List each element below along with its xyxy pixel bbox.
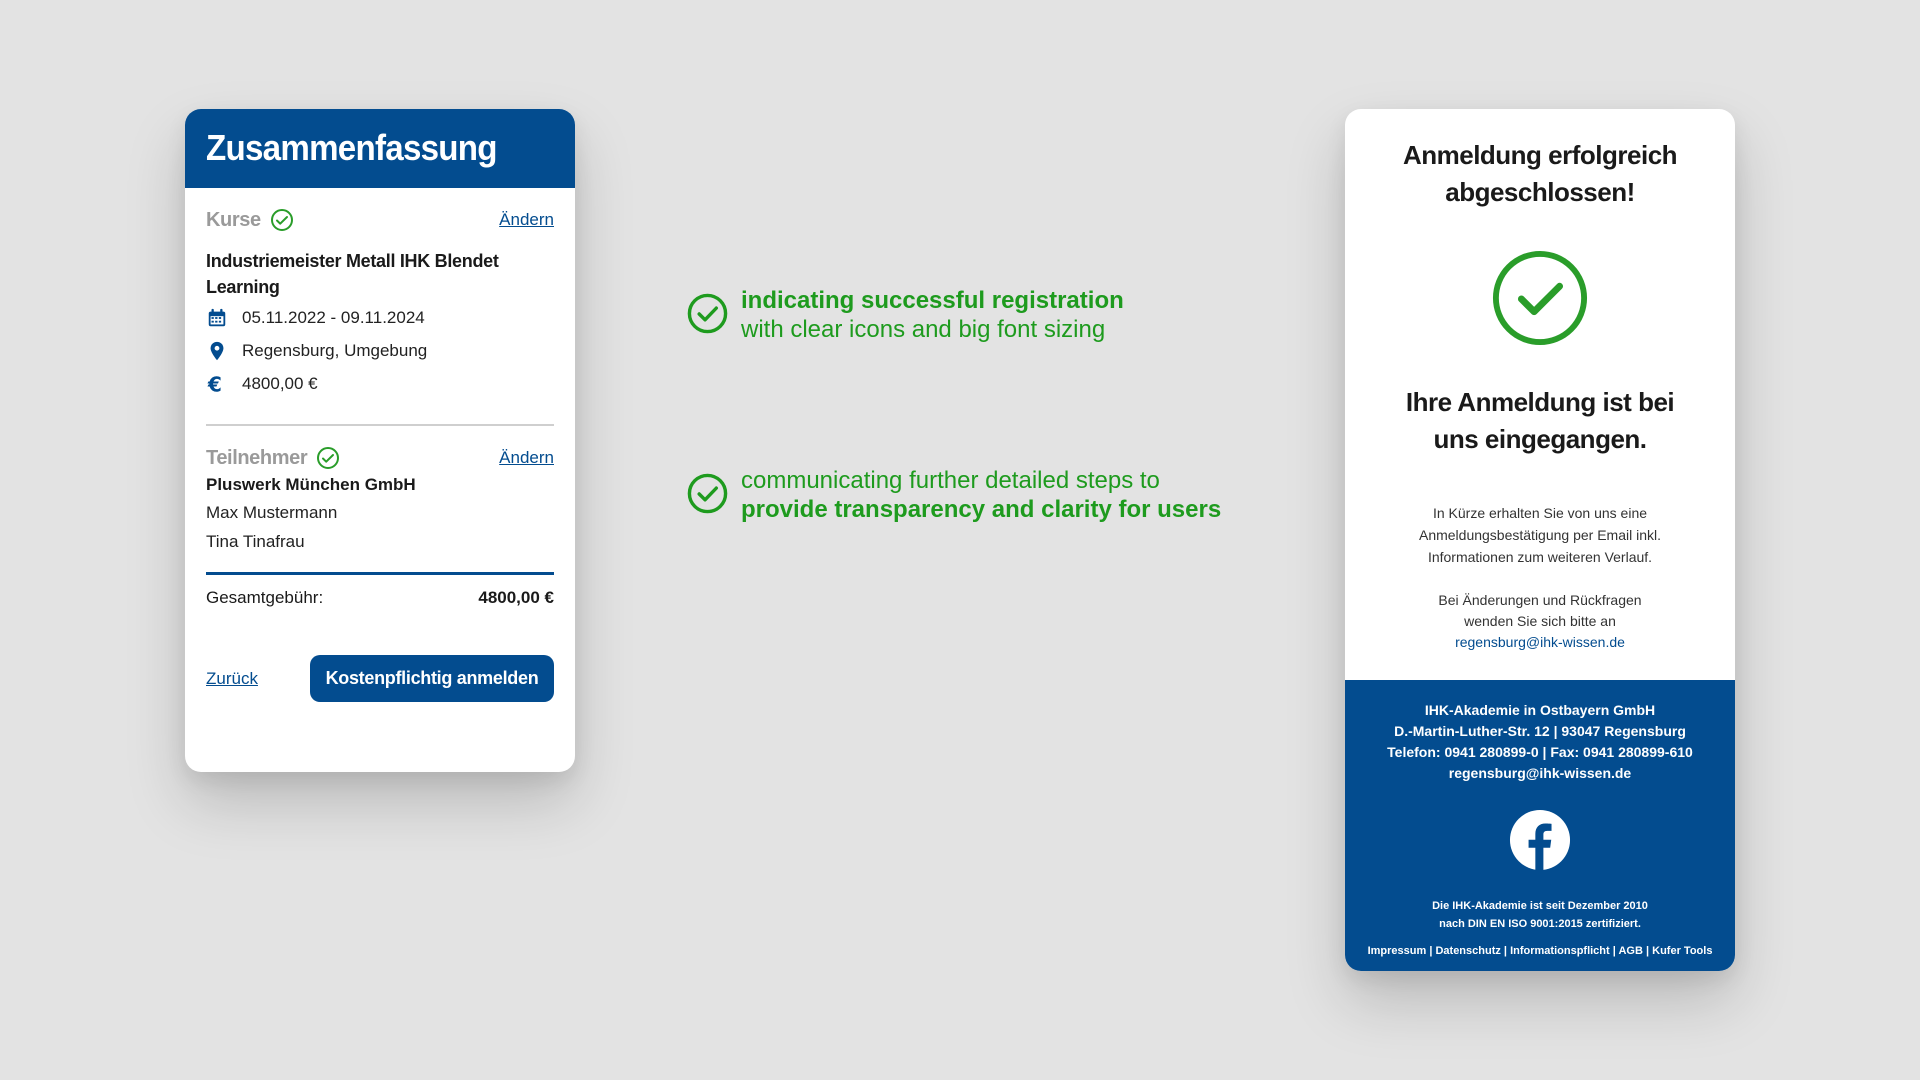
confirmation-subtitle [1345, 384, 1735, 458]
courses-section-header [206, 208, 554, 232]
annotation-success [686, 286, 1124, 344]
participants-heading: Teilnehmer [206, 446, 308, 469]
total-value: 4800,00 € [478, 588, 554, 607]
course-name: Industriemeister Metall IHK Blendet Learning [206, 251, 499, 297]
back-link[interactable]: Zurück [206, 668, 258, 688]
contact-line: Bei Änderungen und Rückfragen [1438, 592, 1642, 608]
summary-card [185, 109, 575, 772]
participant-name: Max Mustermann [206, 503, 338, 522]
annotation-transparency-regular: communicating further detailed steps to [741, 467, 1160, 494]
total-divider [206, 572, 554, 575]
confirmation-subtitle-line: uns eingegangen. [1433, 424, 1647, 454]
calendar-icon [206, 307, 228, 329]
address-line: IHK-Akademie in Ostbayern GmbH [1424, 702, 1656, 718]
footer-link-datenschutz[interactable]: Datenschutz [1435, 945, 1501, 957]
footer-link-kufer-tools[interactable]: Kufer Tools [1652, 945, 1713, 957]
course-price: 4800,00 € [242, 373, 318, 393]
success-check-icon [1491, 249, 1589, 347]
location-pin-icon [206, 340, 228, 362]
footer-links: Impressum | Datenschutz | Informationspflicht | AGB | Kufer Tools [1367, 945, 1713, 957]
course-location-row [206, 334, 554, 367]
edit-courses-link[interactable]: Ändern [499, 210, 554, 229]
info-line: Informationen zum weiteren Verlauf. [1427, 549, 1653, 565]
footer-link-informationspflicht[interactable]: Informationspflicht [1510, 945, 1610, 957]
courses-heading: Kurse [206, 208, 261, 231]
info-line: In Kürze erhalten Sie von uns eine [1432, 505, 1648, 521]
confirmation-body [1345, 109, 1735, 680]
contact-email-link[interactable]: regensburg@ihk-wissen.de [1455, 634, 1625, 650]
check-circle-icon [686, 292, 729, 335]
svg-text:€: € [207, 372, 222, 395]
participant-name: Tina Tinafrau [206, 532, 305, 551]
course-price-row [206, 367, 554, 400]
course-location: Regensburg, Umgebung [242, 340, 428, 360]
check-circle-icon [686, 472, 729, 515]
summary-header [185, 109, 575, 188]
participant-company: Pluswerk München GmbH [206, 475, 416, 494]
facebook-icon[interactable] [1509, 809, 1571, 871]
address-line: Telefon: 0941 280899-0 | Fax: 0941 280899-610 [1387, 744, 1693, 760]
footer-address [1345, 700, 1735, 784]
annotation-success-regular: with clear icons and big font sizing [741, 316, 1106, 343]
confirmation-card [1345, 109, 1735, 971]
confirmation-title-line: abgeschlossen! [1445, 177, 1635, 207]
footer-certification [1345, 897, 1735, 933]
summary-title: Zusammenfassung [206, 127, 497, 168]
summary-actions [206, 655, 554, 702]
annotation-success-bold: indicating successful registration [741, 287, 1124, 314]
total-row [206, 588, 554, 608]
course-date-row [206, 301, 554, 334]
confirmation-info [1345, 502, 1735, 568]
euro-icon [206, 373, 228, 395]
annotation-transparency [686, 466, 1221, 524]
address-line: D.-Martin-Luther-Str. 12 | 93047 Regensburg [1394, 723, 1686, 739]
confirmation-contact [1345, 590, 1735, 653]
participants-section-header [206, 446, 554, 470]
total-label: Gesamtgebühr: [206, 588, 324, 607]
course-date: 05.11.2022 - 09.11.2024 [242, 307, 425, 327]
submit-registration-button[interactable]: Kostenpflichtig anmelden [310, 655, 554, 702]
annotation-transparency-bold: provide transparency and clarity for users [741, 496, 1222, 523]
cert-line: Die IHK-Akademie ist seit Dezember 2010 [1432, 900, 1648, 912]
edit-participants-link[interactable]: Ändern [499, 448, 554, 467]
confirmation-title [1345, 137, 1735, 211]
cert-line: nach DIN EN ISO 9001:2015 zertifiziert. [1439, 918, 1641, 930]
info-line: Anmeldungsbestätigung per Email inkl. [1418, 527, 1662, 543]
section-divider [206, 424, 554, 426]
check-circle-icon [270, 208, 294, 232]
confirmation-title-line: Anmeldung erfolgreich [1402, 140, 1678, 170]
confirmation-subtitle-line: Ihre Anmeldung ist bei [1405, 387, 1675, 417]
footer-link-impressum[interactable]: Impressum [1367, 945, 1427, 957]
footer-link-agb[interactable]: AGB [1618, 945, 1643, 957]
check-circle-icon [316, 446, 340, 470]
contact-line: wenden Sie sich bitte an [1464, 613, 1616, 629]
confirmation-footer [1345, 680, 1735, 971]
footer-email-link[interactable]: regensburg@ihk-wissen.de [1448, 765, 1632, 781]
